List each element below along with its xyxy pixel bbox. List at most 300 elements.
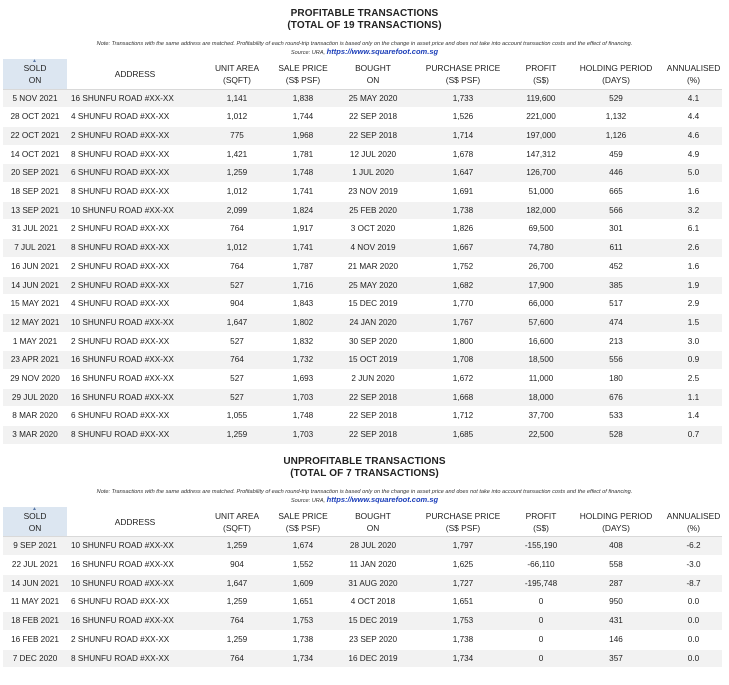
table-row bbox=[3, 537, 722, 556]
cell-profit: 66,000 bbox=[515, 295, 567, 314]
cell-address: 2 SHUNFU ROAD #XX-XX bbox=[67, 276, 203, 295]
cell-address: 6 SHUNFU ROAD #XX-XX bbox=[67, 407, 203, 426]
cell-address: 2 SHUNFU ROAD #XX-XX bbox=[67, 257, 203, 276]
cell-profit: 0 bbox=[515, 649, 567, 668]
cell-unit-area: 1,259 bbox=[203, 164, 271, 183]
cell-holding-period: 213 bbox=[567, 332, 665, 351]
unprofitable-source bbox=[0, 496, 729, 505]
cell-address: 16 SHUNFU ROAD #XX-XX bbox=[67, 351, 203, 370]
cell-unit-area: 904 bbox=[203, 556, 271, 575]
unprofitable-note bbox=[0, 489, 729, 505]
cell-annualised: 1.9 bbox=[665, 276, 722, 295]
cell-sold-on: 9 SEP 2021 bbox=[3, 537, 67, 556]
cell-purchase-price: 1,712 bbox=[411, 407, 515, 426]
cell-sale-price: 1,832 bbox=[271, 332, 335, 351]
cell-bought-on: 23 NOV 2019 bbox=[335, 183, 411, 202]
cell-profit: 37,700 bbox=[515, 407, 567, 426]
cell-bought-on: 25 FEB 2020 bbox=[335, 201, 411, 220]
profitable-title-line2: (TOTAL OF 19 TRANSACTIONS) bbox=[287, 20, 442, 31]
cell-purchase-price: 1,797 bbox=[411, 537, 515, 556]
header-address[interactable]: ADDRESS bbox=[67, 59, 203, 89]
profitable-table bbox=[3, 59, 722, 445]
cell-sold-on: 5 NOV 2021 bbox=[3, 89, 67, 108]
cell-annualised: 4.6 bbox=[665, 126, 722, 145]
cell-unit-area: 527 bbox=[203, 370, 271, 389]
unprofitable-table bbox=[3, 507, 722, 668]
unprofitable-source-label: Source: URA, bbox=[290, 497, 326, 504]
cell-sale-price: 1,734 bbox=[271, 649, 335, 668]
cell-purchase-price: 1,668 bbox=[411, 388, 515, 407]
cell-purchase-price: 1,752 bbox=[411, 257, 515, 276]
cell-sold-on: 18 FEB 2021 bbox=[3, 612, 67, 631]
cell-unit-area: 764 bbox=[203, 612, 271, 631]
table-row bbox=[3, 630, 722, 649]
table-row bbox=[3, 201, 722, 220]
cell-annualised: 2.6 bbox=[665, 239, 722, 258]
cell-address: 2 SHUNFU ROAD #XX-XX bbox=[67, 126, 203, 145]
cell-annualised: 1.5 bbox=[665, 313, 722, 332]
cell-unit-area: 1,012 bbox=[203, 183, 271, 202]
cell-sold-on: 1 MAY 2021 bbox=[3, 332, 67, 351]
cell-unit-area: 1,141 bbox=[203, 89, 271, 108]
cell-sold-on: 22 JUL 2021 bbox=[3, 556, 67, 575]
cell-purchase-price: 1,685 bbox=[411, 426, 515, 445]
cell-purchase-price: 1,691 bbox=[411, 183, 515, 202]
cell-purchase-price: 1,800 bbox=[411, 332, 515, 351]
cell-holding-period: 665 bbox=[567, 183, 665, 202]
cell-holding-period: 556 bbox=[567, 351, 665, 370]
cell-annualised: 0.0 bbox=[665, 649, 722, 668]
header-profit[interactable]: PROFIT (S$) bbox=[515, 507, 567, 537]
cell-holding-period: 452 bbox=[567, 257, 665, 276]
cell-annualised: 0.0 bbox=[665, 612, 722, 631]
cell-address: 6 SHUNFU ROAD #XX-XX bbox=[67, 164, 203, 183]
cell-annualised: 4.9 bbox=[665, 145, 722, 164]
cell-profit: 22,500 bbox=[515, 426, 567, 445]
cell-sold-on: 12 MAY 2021 bbox=[3, 313, 67, 332]
header-holding-period[interactable]: HOLDING PERIOD (DAYS) bbox=[567, 507, 665, 537]
cell-bought-on: 30 SEP 2020 bbox=[335, 332, 411, 351]
cell-profit: 26,700 bbox=[515, 257, 567, 276]
cell-purchase-price: 1,727 bbox=[411, 574, 515, 593]
cell-bought-on: 4 OCT 2018 bbox=[335, 593, 411, 612]
table-row bbox=[3, 556, 722, 575]
cell-unit-area: 904 bbox=[203, 295, 271, 314]
table-row bbox=[3, 593, 722, 612]
table-row bbox=[3, 276, 722, 295]
cell-address: 6 SHUNFU ROAD #XX-XX bbox=[67, 593, 203, 612]
cell-purchase-price: 1,647 bbox=[411, 164, 515, 183]
cell-holding-period: 408 bbox=[567, 537, 665, 556]
cell-address: 16 SHUNFU ROAD #XX-XX bbox=[67, 556, 203, 575]
cell-holding-period: 474 bbox=[567, 313, 665, 332]
cell-sold-on: 7 DEC 2020 bbox=[3, 649, 67, 668]
cell-profit: 182,000 bbox=[515, 201, 567, 220]
cell-unit-area: 764 bbox=[203, 257, 271, 276]
cell-profit: 57,600 bbox=[515, 313, 567, 332]
cell-unit-area: 527 bbox=[203, 276, 271, 295]
cell-profit: 0 bbox=[515, 612, 567, 631]
cell-profit: 18,000 bbox=[515, 388, 567, 407]
profitable-source-label: Source: URA, bbox=[290, 50, 326, 56]
cell-bought-on: 16 DEC 2019 bbox=[335, 649, 411, 668]
cell-sale-price: 1,732 bbox=[271, 351, 335, 370]
cell-annualised: -6.2 bbox=[665, 537, 722, 556]
table-row bbox=[3, 126, 722, 145]
unprofitable-note-text: Note: Transactions with the same address are matched. Profitability of each round-trip transaction is based only on the change in asset price and does not take into account transaction costs and the effect of financing. bbox=[96, 488, 633, 495]
cell-sale-price: 1,838 bbox=[271, 89, 335, 108]
table-row bbox=[3, 89, 722, 108]
profitable-source bbox=[0, 48, 729, 57]
cell-holding-period: 1,132 bbox=[567, 108, 665, 127]
cell-purchase-price: 1,767 bbox=[411, 313, 515, 332]
cell-profit: -195,748 bbox=[515, 574, 567, 593]
cell-address: 10 SHUNFU ROAD #XX-XX bbox=[67, 313, 203, 332]
cell-annualised: 0.0 bbox=[665, 593, 722, 612]
cell-purchase-price: 1,708 bbox=[411, 351, 515, 370]
cell-purchase-price: 1,672 bbox=[411, 370, 515, 389]
profitable-note-text: Note: Transactions with the same address are matched. Profitability of each round-trip transaction is based only on the change in asset price and does not take into account transaction costs and the effect of financing. bbox=[96, 41, 633, 47]
cell-bought-on: 22 SEP 2018 bbox=[335, 426, 411, 445]
profitable-note bbox=[0, 41, 729, 57]
cell-annualised: 1.4 bbox=[665, 407, 722, 426]
cell-sold-on: 14 JUN 2021 bbox=[3, 276, 67, 295]
unprofitable-table-body bbox=[3, 537, 722, 668]
table-row bbox=[3, 388, 722, 407]
cell-address: 4 SHUNFU ROAD #XX-XX bbox=[67, 295, 203, 314]
table-row bbox=[3, 108, 722, 127]
cell-annualised: -8.7 bbox=[665, 574, 722, 593]
cell-holding-period: 385 bbox=[567, 276, 665, 295]
cell-annualised: 0.7 bbox=[665, 426, 722, 445]
cell-bought-on: 31 AUG 2020 bbox=[335, 574, 411, 593]
cell-unit-area: 764 bbox=[203, 351, 271, 370]
cell-address: 16 SHUNFU ROAD #XX-XX bbox=[67, 89, 203, 108]
cell-sale-price: 1,843 bbox=[271, 295, 335, 314]
cell-sale-price: 1,738 bbox=[271, 630, 335, 649]
unprofitable-title bbox=[0, 456, 729, 480]
cell-profit: 221,000 bbox=[515, 108, 567, 127]
cell-purchase-price: 1,526 bbox=[411, 108, 515, 127]
table-row bbox=[3, 313, 722, 332]
cell-annualised: 2.9 bbox=[665, 295, 722, 314]
header-unit-area[interactable]: UNIT AREA (SQFT) bbox=[203, 59, 271, 89]
cell-purchase-price: 1,714 bbox=[411, 126, 515, 145]
cell-sold-on: 16 JUN 2021 bbox=[3, 257, 67, 276]
cell-sold-on: 22 OCT 2021 bbox=[3, 126, 67, 145]
cell-bought-on: 15 DEC 2019 bbox=[335, 295, 411, 314]
cell-sold-on: 7 JUL 2021 bbox=[3, 239, 67, 258]
cell-holding-period: 146 bbox=[567, 630, 665, 649]
cell-address: 2 SHUNFU ROAD #XX-XX bbox=[67, 220, 203, 239]
cell-address: 16 SHUNFU ROAD #XX-XX bbox=[67, 388, 203, 407]
cell-unit-area: 527 bbox=[203, 388, 271, 407]
cell-bought-on: 1 JUL 2020 bbox=[335, 164, 411, 183]
cell-purchase-price: 1,753 bbox=[411, 612, 515, 631]
cell-profit: 126,700 bbox=[515, 164, 567, 183]
unprofitable-section bbox=[0, 445, 729, 668]
cell-address: 4 SHUNFU ROAD #XX-XX bbox=[67, 108, 203, 127]
cell-annualised: 0.0 bbox=[665, 630, 722, 649]
cell-profit: 18,500 bbox=[515, 351, 567, 370]
cell-address: 8 SHUNFU ROAD #XX-XX bbox=[67, 145, 203, 164]
header-sale-price[interactable]: SALE PRICE (S$ PSF) bbox=[271, 507, 335, 537]
cell-unit-area: 1,055 bbox=[203, 407, 271, 426]
cell-sale-price: 1,716 bbox=[271, 276, 335, 295]
header-purchase-price[interactable]: PURCHASE PRICE (S$ PSF) bbox=[411, 507, 515, 537]
cell-bought-on: 15 OCT 2019 bbox=[335, 351, 411, 370]
cell-sale-price: 1,674 bbox=[271, 537, 335, 556]
header-unit-area[interactable]: UNIT AREA (SQFT) bbox=[203, 507, 271, 537]
cell-sold-on: 14 JUN 2021 bbox=[3, 574, 67, 593]
header-address[interactable]: ADDRESS bbox=[67, 507, 203, 537]
cell-sale-price: 1,703 bbox=[271, 388, 335, 407]
cell-address: 10 SHUNFU ROAD #XX-XX bbox=[67, 574, 203, 593]
cell-sale-price: 1,552 bbox=[271, 556, 335, 575]
header-annualised[interactable]: ANNUALISED (%) bbox=[665, 507, 722, 537]
table-row bbox=[3, 183, 722, 202]
table-row bbox=[3, 295, 722, 314]
cell-bought-on: 25 MAY 2020 bbox=[335, 89, 411, 108]
cell-bought-on: 22 SEP 2018 bbox=[335, 388, 411, 407]
cell-address: 16 SHUNFU ROAD #XX-XX bbox=[67, 612, 203, 631]
cell-profit: 74,780 bbox=[515, 239, 567, 258]
cell-bought-on: 21 MAR 2020 bbox=[335, 257, 411, 276]
cell-annualised: 2.5 bbox=[665, 370, 722, 389]
cell-address: 8 SHUNFU ROAD #XX-XX bbox=[67, 183, 203, 202]
cell-address: 10 SHUNFU ROAD #XX-XX bbox=[67, 537, 203, 556]
cell-address: 8 SHUNFU ROAD #XX-XX bbox=[67, 649, 203, 668]
table-row bbox=[3, 612, 722, 631]
cell-sold-on: 18 SEP 2021 bbox=[3, 183, 67, 202]
cell-sale-price: 1,968 bbox=[271, 126, 335, 145]
cell-purchase-price: 1,733 bbox=[411, 89, 515, 108]
cell-bought-on: 22 SEP 2018 bbox=[335, 108, 411, 127]
profitable-title-line1: PROFITABLE TRANSACTIONS bbox=[290, 8, 439, 19]
cell-unit-area: 1,012 bbox=[203, 239, 271, 258]
cell-profit: 147,312 bbox=[515, 145, 567, 164]
cell-sold-on: 20 SEP 2021 bbox=[3, 164, 67, 183]
cell-sold-on: 3 MAR 2020 bbox=[3, 426, 67, 445]
cell-purchase-price: 1,738 bbox=[411, 630, 515, 649]
cell-bought-on: 25 MAY 2020 bbox=[335, 276, 411, 295]
cell-annualised: 1.1 bbox=[665, 388, 722, 407]
cell-unit-area: 775 bbox=[203, 126, 271, 145]
cell-bought-on: 2 JUN 2020 bbox=[335, 370, 411, 389]
cell-unit-area: 2,099 bbox=[203, 201, 271, 220]
header-profit[interactable]: PROFIT (S$) bbox=[515, 59, 567, 89]
profitable-header-row bbox=[3, 59, 722, 89]
cell-purchase-price: 1,625 bbox=[411, 556, 515, 575]
cell-holding-period: 459 bbox=[567, 145, 665, 164]
cell-sold-on: 29 JUL 2020 bbox=[3, 388, 67, 407]
cell-sold-on: 13 SEP 2021 bbox=[3, 201, 67, 220]
cell-annualised: 0.9 bbox=[665, 351, 722, 370]
cell-profit: 197,000 bbox=[515, 126, 567, 145]
cell-unit-area: 1,647 bbox=[203, 313, 271, 332]
cell-unit-area: 1,259 bbox=[203, 593, 271, 612]
table-row bbox=[3, 332, 722, 351]
cell-unit-area: 1,259 bbox=[203, 426, 271, 445]
cell-unit-area: 1,012 bbox=[203, 108, 271, 127]
cell-unit-area: 764 bbox=[203, 649, 271, 668]
cell-profit: 0 bbox=[515, 593, 567, 612]
cell-bought-on: 3 OCT 2020 bbox=[335, 220, 411, 239]
cell-holding-period: 431 bbox=[567, 612, 665, 631]
cell-sale-price: 1,744 bbox=[271, 108, 335, 127]
cell-unit-area: 1,647 bbox=[203, 574, 271, 593]
table-row bbox=[3, 426, 722, 445]
cell-profit: 69,500 bbox=[515, 220, 567, 239]
table-row bbox=[3, 407, 722, 426]
header-bought-on[interactable]: BOUGHT ON bbox=[335, 59, 411, 89]
cell-sale-price: 1,802 bbox=[271, 313, 335, 332]
table-row bbox=[3, 351, 722, 370]
cell-holding-period: 533 bbox=[567, 407, 665, 426]
cell-sold-on: 31 JUL 2021 bbox=[3, 220, 67, 239]
cell-holding-period: 517 bbox=[567, 295, 665, 314]
profitable-source-link[interactable]: https://www.squarefoot.com.sg bbox=[326, 47, 439, 56]
cell-sale-price: 1,703 bbox=[271, 426, 335, 445]
cell-sale-price: 1,651 bbox=[271, 593, 335, 612]
cell-unit-area: 527 bbox=[203, 332, 271, 351]
cell-sold-on: 11 MAY 2021 bbox=[3, 593, 67, 612]
cell-sale-price: 1,917 bbox=[271, 220, 335, 239]
sort-ascending-icon[interactable]: ▲ bbox=[32, 505, 37, 512]
cell-sold-on: 16 FEB 2021 bbox=[3, 630, 67, 649]
cell-profit: -66,110 bbox=[515, 556, 567, 575]
cell-sale-price: 1,693 bbox=[271, 370, 335, 389]
cell-profit: 17,900 bbox=[515, 276, 567, 295]
table-row bbox=[3, 257, 722, 276]
cell-bought-on: 11 JAN 2020 bbox=[335, 556, 411, 575]
cell-annualised: 4.1 bbox=[665, 89, 722, 108]
cell-annualised: 3.0 bbox=[665, 332, 722, 351]
table-row bbox=[3, 164, 722, 183]
cell-sold-on: 15 MAY 2021 bbox=[3, 295, 67, 314]
cell-bought-on: 22 SEP 2018 bbox=[335, 407, 411, 426]
table-row bbox=[3, 370, 722, 389]
cell-holding-period: 287 bbox=[567, 574, 665, 593]
header-bought-on[interactable]: BOUGHT ON bbox=[335, 507, 411, 537]
cell-profit: 0 bbox=[515, 630, 567, 649]
cell-annualised: 6.1 bbox=[665, 220, 722, 239]
header-purchase-price[interactable]: PURCHASE PRICE (S$ PSF) bbox=[411, 59, 515, 89]
cell-profit: -155,190 bbox=[515, 537, 567, 556]
cell-sale-price: 1,741 bbox=[271, 239, 335, 258]
sort-ascending-icon[interactable]: ▲ bbox=[32, 58, 37, 64]
cell-sale-price: 1,781 bbox=[271, 145, 335, 164]
cell-annualised: 4.4 bbox=[665, 108, 722, 127]
cell-annualised: 1.6 bbox=[665, 183, 722, 202]
cell-purchase-price: 1,678 bbox=[411, 145, 515, 164]
cell-holding-period: 611 bbox=[567, 239, 665, 258]
cell-purchase-price: 1,667 bbox=[411, 239, 515, 258]
cell-bought-on: 4 NOV 2019 bbox=[335, 239, 411, 258]
cell-address: 8 SHUNFU ROAD #XX-XX bbox=[67, 239, 203, 258]
cell-purchase-price: 1,682 bbox=[411, 276, 515, 295]
cell-holding-period: 1,126 bbox=[567, 126, 665, 145]
cell-bought-on: 22 SEP 2018 bbox=[335, 126, 411, 145]
cell-sold-on: 28 OCT 2021 bbox=[3, 108, 67, 127]
table-row bbox=[3, 220, 722, 239]
cell-holding-period: 529 bbox=[567, 89, 665, 108]
cell-address: 8 SHUNFU ROAD #XX-XX bbox=[67, 426, 203, 445]
table-row bbox=[3, 239, 722, 258]
cell-unit-area: 1,259 bbox=[203, 630, 271, 649]
cell-address: 16 SHUNFU ROAD #XX-XX bbox=[67, 370, 203, 389]
profitable-table-body bbox=[3, 89, 722, 444]
cell-sale-price: 1,753 bbox=[271, 612, 335, 631]
cell-purchase-price: 1,770 bbox=[411, 295, 515, 314]
cell-sale-price: 1,748 bbox=[271, 164, 335, 183]
cell-sold-on: 8 MAR 2020 bbox=[3, 407, 67, 426]
header-holding-period[interactable]: HOLDING PERIOD (DAYS) bbox=[567, 59, 665, 89]
header-annualised[interactable]: ANNUALISED (%) bbox=[665, 59, 722, 89]
cell-sold-on: 23 APR 2021 bbox=[3, 351, 67, 370]
cell-sale-price: 1,748 bbox=[271, 407, 335, 426]
profitable-title bbox=[0, 8, 729, 32]
cell-bought-on: 28 JUL 2020 bbox=[335, 537, 411, 556]
cell-purchase-price: 1,826 bbox=[411, 220, 515, 239]
cell-purchase-price: 1,738 bbox=[411, 201, 515, 220]
cell-profit: 119,600 bbox=[515, 89, 567, 108]
cell-annualised: -3.0 bbox=[665, 556, 722, 575]
cell-sale-price: 1,741 bbox=[271, 183, 335, 202]
cell-holding-period: 180 bbox=[567, 370, 665, 389]
header-sale-price[interactable]: SALE PRICE (S$ PSF) bbox=[271, 59, 335, 89]
cell-purchase-price: 1,734 bbox=[411, 649, 515, 668]
table-row bbox=[3, 649, 722, 668]
table-row bbox=[3, 145, 722, 164]
cell-holding-period: 301 bbox=[567, 220, 665, 239]
cell-profit: 11,000 bbox=[515, 370, 567, 389]
cell-sold-on: 14 OCT 2021 bbox=[3, 145, 67, 164]
cell-address: 2 SHUNFU ROAD #XX-XX bbox=[67, 332, 203, 351]
header-sold-on[interactable]: ▲ SOLD ON bbox=[3, 59, 67, 89]
cell-holding-period: 676 bbox=[567, 388, 665, 407]
cell-sale-price: 1,824 bbox=[271, 201, 335, 220]
cell-unit-area: 764 bbox=[203, 220, 271, 239]
cell-sale-price: 1,787 bbox=[271, 257, 335, 276]
header-sold-on[interactable]: ▲ SOLD ON bbox=[3, 507, 67, 537]
cell-holding-period: 528 bbox=[567, 426, 665, 445]
unprofitable-source-link[interactable]: https://www.squarefoot.com.sg bbox=[326, 494, 439, 504]
cell-sale-price: 1,609 bbox=[271, 574, 335, 593]
cell-holding-period: 950 bbox=[567, 593, 665, 612]
table-row bbox=[3, 574, 722, 593]
cell-profit: 51,000 bbox=[515, 183, 567, 202]
cell-unit-area: 1,421 bbox=[203, 145, 271, 164]
cell-bought-on: 15 DEC 2019 bbox=[335, 612, 411, 631]
cell-sold-on: 29 NOV 2020 bbox=[3, 370, 67, 389]
cell-purchase-price: 1,651 bbox=[411, 593, 515, 612]
cell-address: 10 SHUNFU ROAD #XX-XX bbox=[67, 201, 203, 220]
unprofitable-title-line2: (TOTAL OF 7 TRANSACTIONS) bbox=[290, 467, 439, 479]
cell-holding-period: 558 bbox=[567, 556, 665, 575]
cell-profit: 16,600 bbox=[515, 332, 567, 351]
cell-bought-on: 12 JUL 2020 bbox=[335, 145, 411, 164]
unprofitable-title-line1: UNPROFITABLE TRANSACTIONS bbox=[283, 455, 446, 467]
cell-bought-on: 24 JAN 2020 bbox=[335, 313, 411, 332]
cell-annualised: 3.2 bbox=[665, 201, 722, 220]
cell-annualised: 1.6 bbox=[665, 257, 722, 276]
cell-holding-period: 446 bbox=[567, 164, 665, 183]
cell-holding-period: 566 bbox=[567, 201, 665, 220]
cell-unit-area: 1,259 bbox=[203, 537, 271, 556]
unprofitable-header-row bbox=[3, 507, 722, 537]
cell-holding-period: 357 bbox=[567, 649, 665, 668]
